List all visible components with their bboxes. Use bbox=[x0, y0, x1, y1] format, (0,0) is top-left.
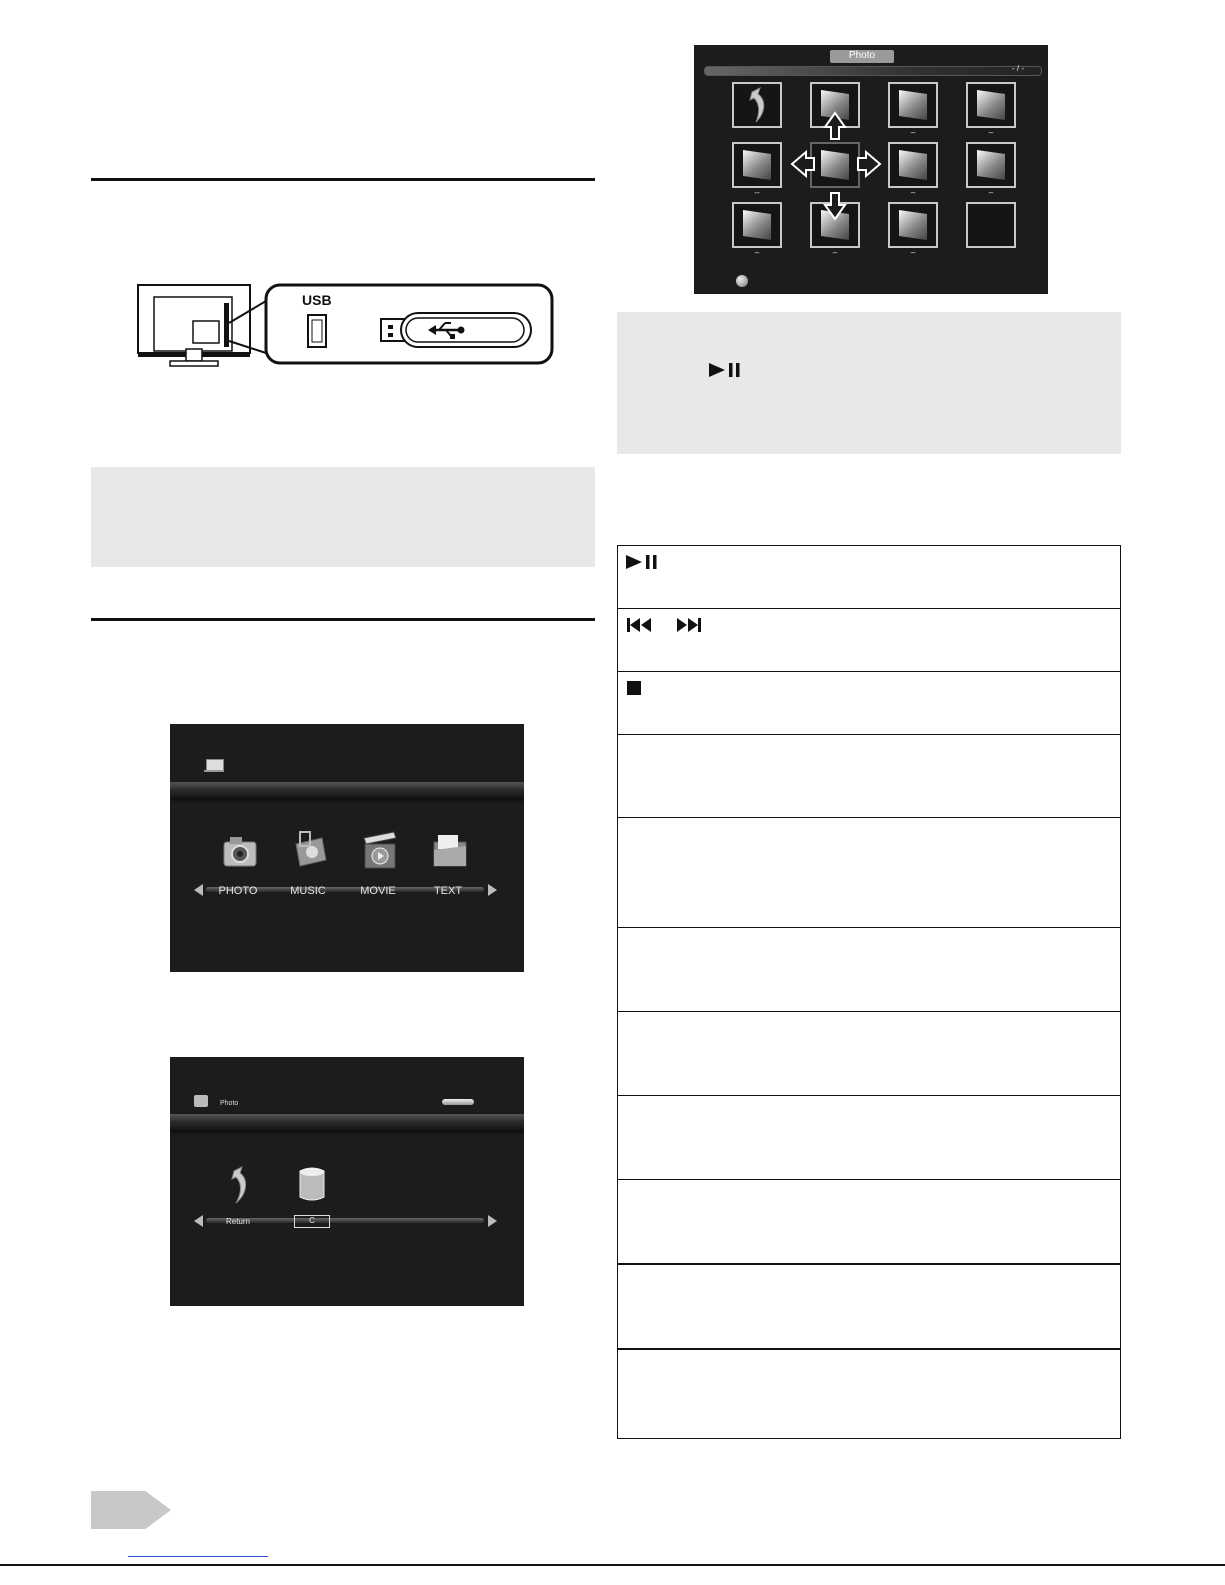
red-button-indicator bbox=[736, 275, 748, 287]
menu-header-band bbox=[170, 782, 524, 798]
drive-header-band bbox=[170, 1114, 524, 1130]
grid-return-tile[interactable] bbox=[732, 82, 782, 128]
camera-icon[interactable] bbox=[222, 834, 258, 868]
drive-item-c-box[interactable] bbox=[294, 1215, 330, 1228]
footer-link-underline bbox=[128, 1556, 268, 1557]
play-pause-icon bbox=[709, 362, 743, 378]
table-row bbox=[618, 1349, 1121, 1439]
page-counter: - / - bbox=[1012, 64, 1024, 73]
thumb-caption: – bbox=[910, 188, 916, 197]
table-row bbox=[618, 1264, 1121, 1349]
skip-previous-icon bbox=[626, 617, 654, 633]
grid-thumb[interactable] bbox=[888, 82, 938, 128]
menu-item-movie[interactable]: MOVIE bbox=[360, 885, 396, 897]
table-row bbox=[618, 735, 1121, 818]
table-row bbox=[618, 928, 1121, 1012]
thumb-caption: – bbox=[988, 128, 994, 137]
table-row bbox=[618, 609, 1121, 672]
drive-icon[interactable] bbox=[296, 1165, 328, 1203]
key-function-table bbox=[617, 545, 1121, 1439]
grid-thumb[interactable] bbox=[966, 82, 1016, 128]
menu-item-photo[interactable]: PHOTO bbox=[218, 885, 258, 897]
grid-thumb[interactable] bbox=[888, 202, 938, 248]
photo-drive-screen bbox=[170, 1057, 524, 1306]
header-pill bbox=[442, 1099, 474, 1105]
drive-item-return[interactable]: Return bbox=[225, 1217, 250, 1226]
thumb-caption: – bbox=[910, 128, 916, 137]
grid-thumb[interactable] bbox=[732, 142, 782, 188]
menu-right-arrow-icon[interactable] bbox=[488, 884, 497, 896]
return-arrow-icon[interactable] bbox=[228, 1165, 250, 1205]
photo-progress-bar bbox=[704, 66, 1042, 76]
music-box-icon[interactable] bbox=[292, 830, 328, 868]
grid-thumb[interactable] bbox=[732, 202, 782, 248]
arrow-right-icon bbox=[858, 152, 880, 176]
navigation-arrows-overlay bbox=[784, 107, 894, 227]
grid-empty-slot[interactable] bbox=[966, 202, 1016, 248]
table-row bbox=[618, 1096, 1121, 1180]
photo-grid-screen bbox=[694, 45, 1048, 294]
photo-title-tab bbox=[830, 50, 894, 63]
photo-header-label: Photo bbox=[220, 1100, 239, 1107]
play-pause-icon bbox=[626, 554, 660, 570]
note-panel-right bbox=[617, 312, 1121, 454]
table-row bbox=[618, 1180, 1121, 1265]
arrow-down-icon bbox=[825, 193, 845, 219]
photo-title: Photo bbox=[848, 50, 876, 61]
usb-connection-figure bbox=[136, 283, 556, 369]
usb-port-label: USB bbox=[302, 292, 332, 308]
menu-item-text[interactable]: TEXT bbox=[433, 885, 463, 897]
thumb-caption: – bbox=[988, 188, 994, 197]
skip-next-icon bbox=[675, 617, 703, 633]
drive-item-c: C bbox=[309, 1216, 315, 1225]
grid-thumb[interactable] bbox=[888, 142, 938, 188]
section-rule-top bbox=[91, 178, 595, 181]
page-number-tab bbox=[91, 1491, 171, 1529]
arrow-up-icon bbox=[825, 113, 845, 139]
photo-header-camera-icon bbox=[194, 1095, 208, 1107]
return-arrow-icon bbox=[734, 84, 780, 126]
section-rule-middle bbox=[91, 618, 595, 621]
drive-right-arrow-icon[interactable] bbox=[488, 1215, 497, 1227]
thumb-caption: – bbox=[910, 248, 916, 257]
note-panel-left bbox=[91, 467, 595, 567]
table-row bbox=[618, 1012, 1121, 1096]
grid-thumb[interactable] bbox=[966, 142, 1016, 188]
folder-icon[interactable] bbox=[432, 832, 468, 868]
tv-usb-illustration bbox=[136, 283, 556, 369]
clapperboard-icon[interactable] bbox=[362, 830, 398, 870]
table-row bbox=[618, 546, 1121, 609]
thumb-caption: -- bbox=[754, 188, 760, 197]
footer-rule bbox=[0, 1564, 1225, 1566]
media-menu-screen bbox=[170, 724, 524, 972]
thumb-caption: – bbox=[832, 248, 838, 257]
stop-icon bbox=[626, 680, 642, 696]
arrow-left-icon bbox=[792, 152, 814, 176]
drive-left-arrow-icon[interactable] bbox=[194, 1215, 203, 1227]
menu-item-music[interactable]: MUSIC bbox=[290, 885, 326, 897]
table-row bbox=[618, 672, 1121, 735]
menu-left-arrow-icon[interactable] bbox=[194, 884, 203, 896]
thumb-caption: – bbox=[754, 248, 760, 257]
table-row bbox=[618, 818, 1121, 928]
